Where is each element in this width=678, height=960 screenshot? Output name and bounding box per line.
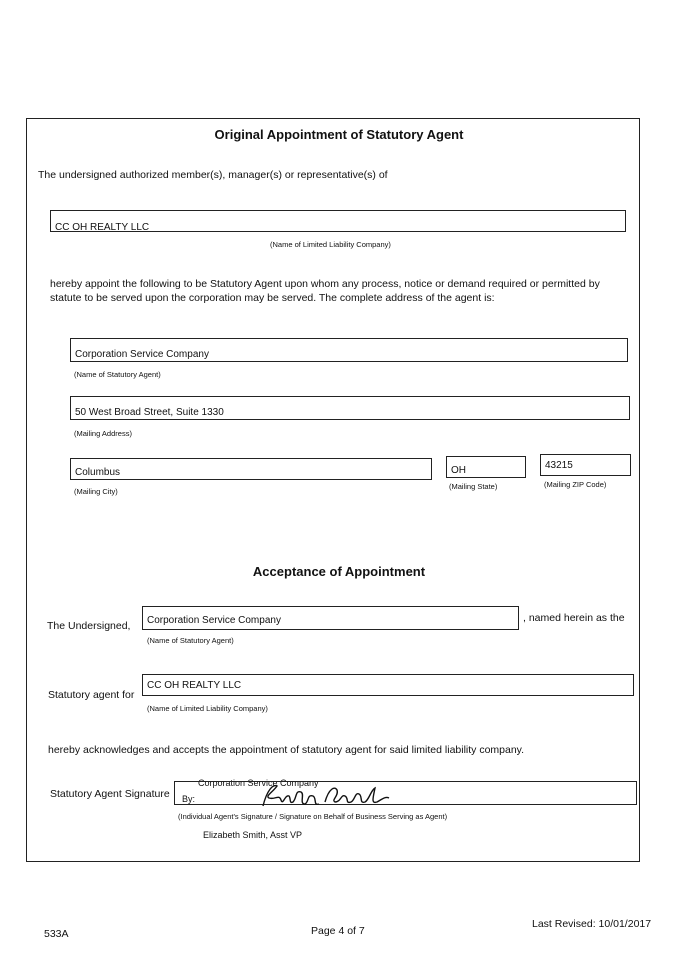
undersigned-label: The Undersigned, <box>47 620 131 632</box>
signature-company: Corporation Service Company <box>198 778 319 788</box>
signer-name: Elizabeth Smith, Asst VP <box>203 830 303 840</box>
named-herein-text: , named herein as the <box>523 612 625 624</box>
mailing-zip-caption: (Mailing ZIP Code) <box>544 480 607 489</box>
acceptance-title: Acceptance of Appointment <box>252 564 426 579</box>
acceptance-llc-name-field[interactable]: CC OH REALTY LLC <box>142 674 634 696</box>
page-number: Page 4 of 7 <box>311 925 365 937</box>
acceptance-llc-name-caption: (Name of Limited Liability Company) <box>147 704 268 713</box>
llc-name-caption: (Name of Limited Liability Company) <box>270 240 391 249</box>
mailing-city-caption: (Mailing City) <box>74 487 118 496</box>
agent-for-label: Statutory agent for <box>48 689 135 701</box>
last-revised: Last Revised: 10/01/2017 <box>532 918 652 930</box>
mailing-address-caption: (Mailing Address) <box>74 429 132 438</box>
acceptance-agent-name-field[interactable]: Corporation Service Company <box>142 606 519 630</box>
agent-name-caption: (Name of Statutory Agent) <box>74 370 161 379</box>
form-number: 533A <box>44 928 69 940</box>
signature-caption: (Individual Agent's Signature / Signature on Behalf of Business Serving as Agent) <box>178 812 448 821</box>
acknowledge-text: hereby acknowledges and accepts the appointment of statutory agent for said limited liability company. <box>48 744 525 756</box>
form-title: Original Appointment of Statutory Agent <box>214 127 464 142</box>
mailing-state-field[interactable]: OH <box>446 456 526 478</box>
signature-label: Statutory Agent Signature <box>50 788 170 800</box>
llc-name-field[interactable]: CC OH REALTY LLC <box>50 210 626 232</box>
mailing-zip-field[interactable]: 43215 <box>540 454 631 476</box>
by-label: By: <box>182 794 196 804</box>
handwritten-signature <box>255 780 400 814</box>
mailing-state-caption: (Mailing State) <box>449 482 498 491</box>
mailing-city-field[interactable]: Columbus <box>70 458 432 480</box>
appoint-line-1: hereby appoint the following to be Statutory Agent upon whom any process, notice or demand required or permitted by <box>50 278 600 290</box>
mailing-address-field[interactable]: 50 West Broad Street, Suite 1330 <box>70 396 630 420</box>
intro-text: The undersigned authorized member(s), manager(s) or representative(s) of <box>38 169 388 181</box>
signature-field[interactable] <box>174 781 637 805</box>
agent-name-field[interactable]: Corporation Service Company <box>70 338 628 362</box>
appoint-line-2: statute to be served upon the corporation may be served. The complete address of the agent is: <box>50 292 495 304</box>
acceptance-agent-name-caption: (Name of Statutory Agent) <box>147 636 234 645</box>
